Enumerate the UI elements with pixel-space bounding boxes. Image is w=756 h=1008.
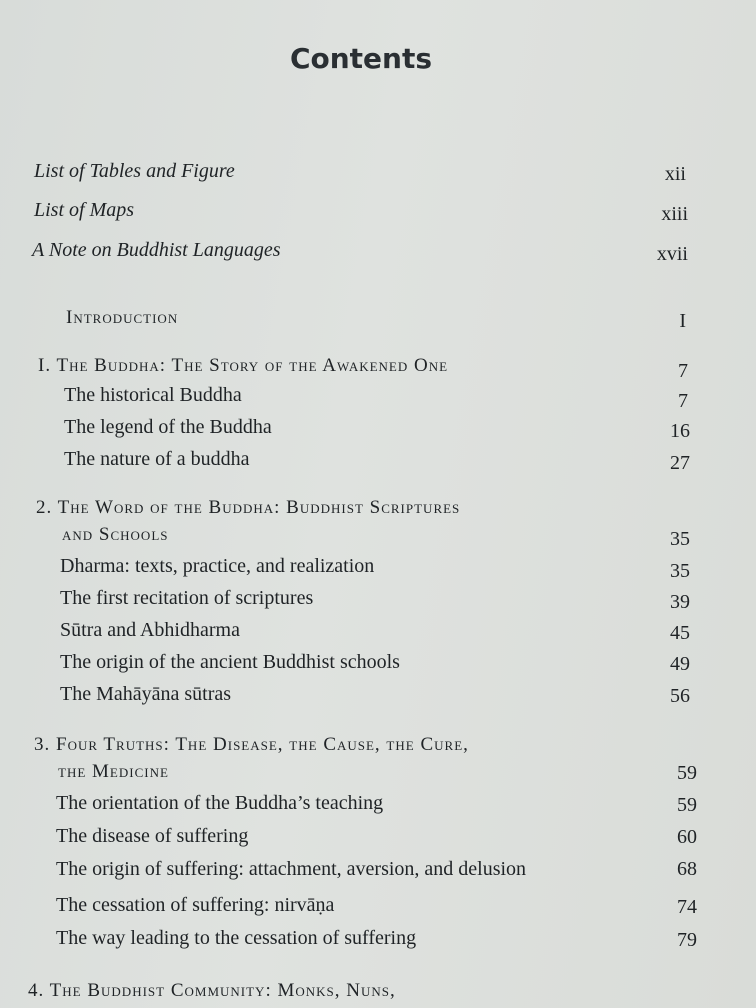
toc-page-number: 7 — [678, 390, 688, 412]
toc-section: The first recitation of scriptures — [60, 587, 314, 609]
toc-section: Sūtra and Abhidharma — [60, 619, 240, 641]
toc-entry: List of Maps — [34, 199, 135, 221]
toc-section: The way leading to the cessation of suffering — [56, 927, 417, 949]
toc-page-number: 59 — [677, 762, 697, 784]
toc-page-number: I — [679, 310, 686, 332]
toc-section: The cessation of suffering: nirvāṇa — [56, 894, 335, 916]
toc-section: The nature of a buddha — [64, 448, 250, 470]
toc-page-number: 74 — [677, 896, 697, 918]
chapter-number: I. — [38, 355, 52, 376]
toc-section: The Mahāyāna sūtras — [60, 683, 232, 705]
chapter-title: Four Truths: The Disease, the Cause, the Cure, — [56, 734, 469, 755]
toc-page-number: 39 — [670, 591, 690, 613]
chapter-title: The Buddhist Community: Monks, Nuns, — [49, 980, 396, 1001]
chapter-title-continued: and Schools — [62, 524, 169, 545]
toc-section: The historical Buddha — [64, 384, 242, 406]
toc-page-number: 59 — [677, 794, 697, 816]
toc-page-number: 68 — [677, 858, 697, 880]
toc-page-number: 56 — [670, 685, 690, 707]
toc-introduction: Introduction — [66, 307, 179, 328]
toc-page-number: 45 — [670, 622, 690, 644]
toc-section: The origin of suffering: attachment, aversion, and delusion — [56, 858, 527, 880]
chapter-number: 4. — [28, 980, 45, 1001]
toc-page-number: 79 — [677, 929, 697, 951]
chapter-title: The Word of the Buddha: Buddhist Scriptures — [57, 497, 461, 518]
toc-page-number: 35 — [670, 528, 690, 550]
toc-page-number: 16 — [670, 420, 690, 442]
toc-page-number: 49 — [670, 653, 690, 675]
toc-entry: List of Tables and Figure — [34, 160, 235, 182]
page-title: Contents — [289, 42, 433, 75]
chapter-number: 3. — [34, 734, 51, 755]
toc-section: Dharma: texts, practice, and realization — [60, 555, 375, 577]
toc-section: The disease of suffering — [56, 825, 249, 847]
toc-section: The legend of the Buddha — [64, 416, 272, 438]
chapter-heading — [36, 497, 460, 519]
toc-section: The orientation of the Buddha’s teaching — [56, 792, 384, 814]
toc-page-number: 7 — [678, 360, 688, 382]
toc-section: The origin of the ancient Buddhist schools — [60, 651, 400, 673]
chapter-title: The Buddha: The Story of the Awakened One — [56, 355, 449, 376]
chapter-number: 2. — [36, 497, 53, 518]
toc-page-number: 27 — [670, 452, 690, 474]
toc-entry: A Note on Buddhist Languages — [32, 239, 281, 261]
toc-page-number: xvii — [656, 243, 688, 265]
chapter-heading — [28, 980, 396, 1002]
toc-page-number: xiii — [661, 203, 688, 225]
chapter-title-continued: the Medicine — [58, 761, 169, 782]
chapter-heading — [38, 355, 448, 377]
chapter-heading — [34, 734, 469, 756]
toc-page-number: 35 — [670, 560, 690, 582]
toc-page-number: xii — [664, 163, 686, 185]
toc-page-number: 60 — [677, 826, 697, 848]
